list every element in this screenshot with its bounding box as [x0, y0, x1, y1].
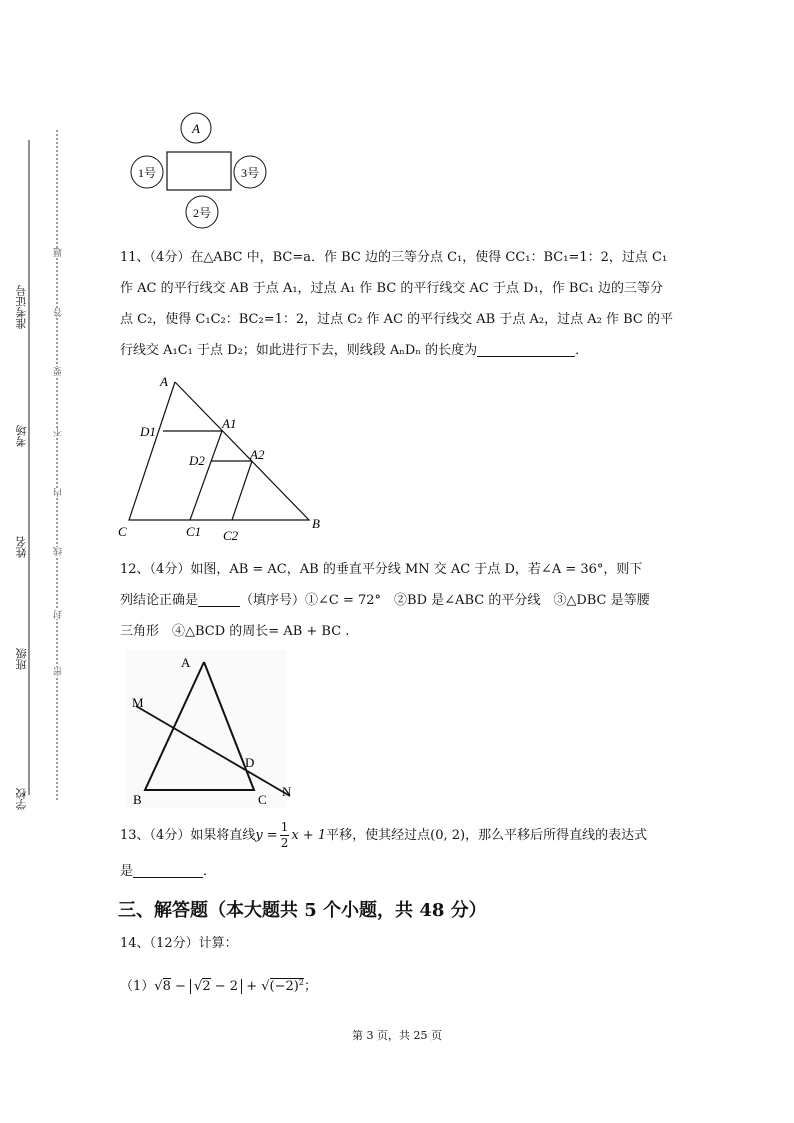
q11-line-1: 11、（4分）在△ABC 中，BC=a．作 BC 边的三等分点 C₁，使得 CC₁：BC₁=1：2，过点 C₁: [120, 250, 668, 265]
sqrt-icon: √: [261, 979, 270, 994]
q13-tail: x + 1: [291, 828, 327, 843]
q14-part-1: [120, 970, 317, 996]
q14-plus: +: [246, 979, 258, 994]
seal-char: 线: [54, 547, 64, 556]
seat-label-a: A: [192, 121, 200, 136]
q11-end-mark: ．: [575, 343, 589, 358]
seat-label-3: 3号: [240, 166, 260, 180]
q12-figure: [118, 650, 308, 812]
seal-char: 答: [54, 308, 64, 317]
q14-radicand-3: [270, 978, 304, 994]
seat-label-1: 1号: [137, 166, 157, 180]
q14-part-1-label: （1）: [120, 979, 155, 994]
q14-radicand-1: 8: [162, 979, 171, 994]
q11-label-a2: A2: [250, 447, 265, 462]
q11-line-4-text: 行线交 A₁C₁ 于点 D₂；如此进行下去，则线段 AₙDₙ 的长度为: [120, 343, 478, 358]
q11-line-4: [120, 341, 588, 361]
q11-answer-blank[interactable]: [477, 342, 575, 357]
q13-mid: 平移，使其经过点: [326, 828, 431, 843]
q14-header: 14、（12分）计算：: [120, 936, 238, 951]
q11-label-c: C: [118, 524, 127, 539]
q13-end-mark: ．: [203, 864, 217, 879]
sqrt-icon: √: [194, 979, 203, 994]
q13-point: (0, 2): [430, 828, 466, 843]
q11-label-a1: A1: [222, 416, 237, 431]
page-footer: 第 3 页，共 25 页: [352, 1029, 442, 1042]
q11-label-d1: D1: [140, 424, 156, 439]
q13-line-2: [120, 862, 216, 882]
q13-line-2-text: 是: [120, 864, 134, 879]
q12-line-3: 三角形 ④△BCD 的周长= AB + BC .: [120, 624, 350, 639]
seal-char: 题: [54, 248, 64, 257]
field-name: 姓名: [15, 536, 28, 558]
field-exam-number: 准考证号: [15, 285, 28, 329]
q12-label-n: N: [282, 784, 292, 799]
q14-radicand-3-base: (−2): [269, 979, 299, 994]
seat-label-2: 2号: [192, 206, 212, 220]
q14-abs-value: [190, 979, 242, 994]
q13-answer-blank[interactable]: [133, 863, 203, 878]
seal-char: 不: [54, 428, 64, 437]
seal-char: 密: [54, 667, 64, 676]
seal-char: 内: [54, 488, 64, 497]
q14-minus: −: [175, 979, 186, 994]
q12-line-2: [120, 591, 650, 611]
q11-label-c2: C2: [223, 528, 239, 543]
section-3-title: 三、解答题（本大题共 5 个小题，共 48 分）: [118, 900, 487, 921]
q13-prefix: 13、（4分）如果将直线: [120, 828, 256, 843]
field-class: 班级: [15, 648, 28, 670]
q12-label-d: D: [245, 755, 255, 770]
q14-radicand-3-exp: 2: [298, 978, 304, 987]
sqrt-icon: √: [154, 979, 163, 994]
q12-label-c: C: [258, 792, 267, 807]
q11-line-3: 点 C₂，使得 C₁C₂：BC₂=1：2，过点 C₂ 作 AC 的平行线交 AB 于点 A₂，过点 A₂ 作 BC 的平: [120, 312, 673, 327]
field-school: 学校: [15, 788, 28, 810]
q12-label-m: M: [132, 695, 144, 710]
binding-lines: [0, 0, 80, 1123]
q13-denominator: 2: [280, 836, 289, 850]
q11-line-2: 作 AC 的平行线交 AB 于点 A₁，过点 A₁ 作 BC 的平行线交 AC 于点 D₁，作 BC₁ 边的三等分: [120, 281, 663, 296]
q12-line-2b: （填序号）①∠C = 72° ②BD 是∠ABC 的平分线 ③△DBC 是等腰: [240, 593, 650, 608]
q13-fraction: [280, 820, 290, 851]
q11-figure: [112, 372, 332, 544]
q12-label-b: B: [133, 792, 142, 807]
q11-label-c1: C1: [186, 524, 202, 539]
seal-char: 封: [54, 610, 64, 619]
q14-abs-rest: − 2: [214, 979, 239, 994]
q14-abs-radicand: 2: [202, 979, 211, 994]
q12-line-2a: 列结论正确是: [120, 593, 199, 608]
q13-suffix: ，那么平移后所得直线的表达式: [465, 828, 648, 843]
q11-label-a: A: [160, 374, 168, 389]
q14-end-mark: ；: [303, 979, 317, 994]
field-exam-room: 考场: [15, 425, 28, 447]
seat-diagram: [120, 108, 280, 233]
q11-label-d2: D2: [189, 453, 205, 468]
q12-label-a: A: [181, 655, 191, 670]
q13-y-eq: y =: [255, 828, 278, 843]
q11-label-b: B: [312, 516, 320, 531]
q13-numerator: 1: [280, 820, 289, 834]
q12-answer-blank[interactable]: [198, 592, 240, 607]
q12-line-1: 12、（4分）如图，AB = AC，AB 的垂直平分线 MN 交 AC 于点 D，若∠A = 36°，则下: [120, 562, 643, 577]
q13-line-1: [120, 816, 647, 856]
seal-char: 要: [54, 367, 64, 376]
